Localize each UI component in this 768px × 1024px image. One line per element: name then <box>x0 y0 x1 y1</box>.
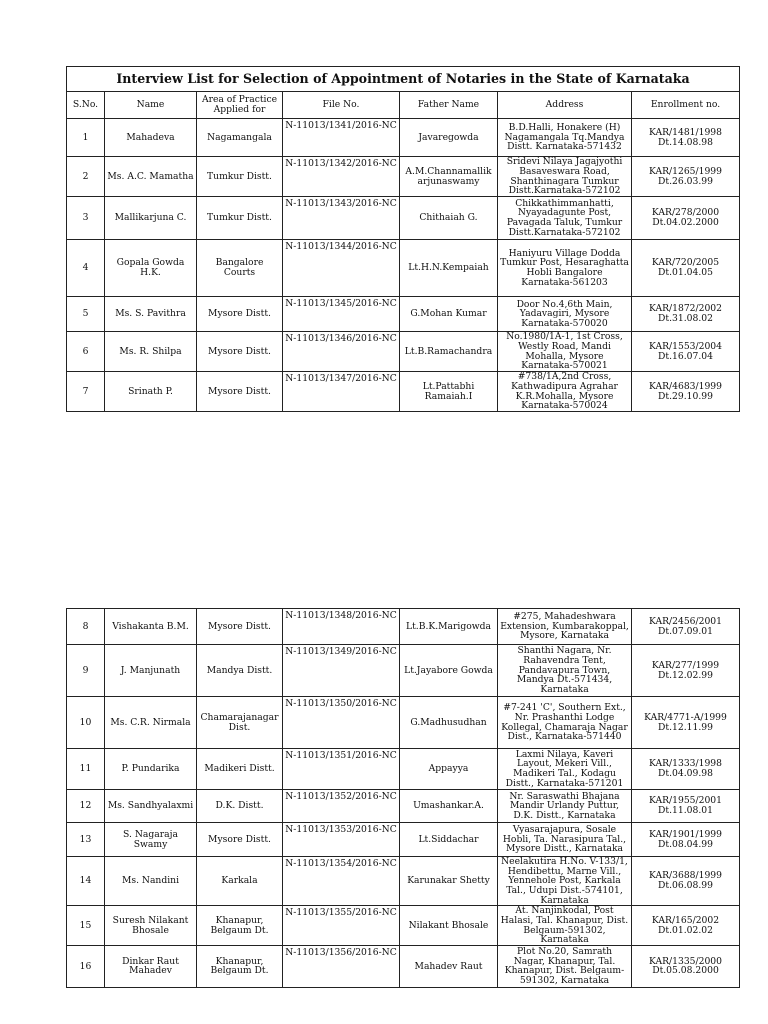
enrollment-number-cell: KAR/2456/2001 Dt.07.09.01 <box>632 609 740 645</box>
serial-number-cell: 15 <box>67 906 105 946</box>
enrollment-number-cell: KAR/4683/1999 Dt.29.10.99 <box>632 372 740 412</box>
address-cell: B.D.Halli, Honakere (H) Nagamangala Tq.Mandya Distt. Karnataka-571432 <box>498 119 632 157</box>
father-name-cell: Lt.H.N.Kempaiah <box>400 240 498 297</box>
serial-number-cell: 3 <box>67 197 105 240</box>
enrollment-number-cell: KAR/165/2002 Dt.01.02.02 <box>632 906 740 946</box>
area-of-practice-cell: Mysore Distt. <box>197 823 283 857</box>
area-of-practice-cell: Nagamangala <box>197 119 283 157</box>
serial-number-cell: 13 <box>67 823 105 857</box>
name-cell: Mahadeva <box>105 119 197 157</box>
name-cell: S. Nagaraja Swamy <box>105 823 197 857</box>
address-cell: Haniyuru Village Dodda Tumkur Post, Hesaraghatta Hobli Bangalore Karnataka-561203 <box>498 240 632 297</box>
table-row <box>67 645 740 697</box>
file-number-cell: N-11013/1343/2016-NC <box>283 197 400 240</box>
name-cell: Ms. Nandini <box>105 857 197 906</box>
father-name-cell: A.M.Channamallik arjunaswamy <box>400 157 498 197</box>
area-of-practice-cell: Chamarajanagar Dist. <box>197 697 283 749</box>
address-cell: No.1980/1A-1, 1st Cross, Westly Road, Mandi Mohalla, Mysore Karnataka-570021 <box>498 332 632 372</box>
name-cell: Dinkar Raut Mahadev <box>105 945 197 987</box>
address-cell: #275, Mahadeshwara Extension, Kumbarakoppal, Mysore, Karnataka <box>498 609 632 645</box>
area-of-practice-cell: Bangalore Courts <box>197 240 283 297</box>
father-name-cell: Lt.B.K.Marigowda <box>400 609 498 645</box>
table-row <box>67 372 740 412</box>
serial-number-cell: 10 <box>67 697 105 749</box>
serial-number-cell: 2 <box>67 157 105 197</box>
area-of-practice-cell: Mysore Distt. <box>197 372 283 412</box>
name-cell: Ms. Sandhyalaxmi <box>105 790 197 823</box>
address-cell: Chikkathimmanhatti, Nyayadagunte Post, Pavagada Taluk, Tumkur Distt.Karnataka-572102 <box>498 197 632 240</box>
interview-list-table-page-1 <box>66 66 740 412</box>
father-name-cell: Javaregowda <box>400 119 498 157</box>
area-of-practice-cell: D.K. Distt. <box>197 790 283 823</box>
father-name-cell: Mahadev Raut <box>400 945 498 987</box>
serial-number-cell: 14 <box>67 857 105 906</box>
enrollment-number-cell: KAR/277/1999 Dt.12.02.99 <box>632 645 740 697</box>
table-row <box>67 157 740 197</box>
father-name-cell: G.Mohan Kumar <box>400 297 498 332</box>
table-row <box>67 790 740 823</box>
enrollment-number-cell: KAR/1872/2002 Dt.31.08.02 <box>632 297 740 332</box>
serial-number-cell: 1 <box>67 119 105 157</box>
table-row <box>67 945 740 987</box>
father-name-cell: Chithaiah G. <box>400 197 498 240</box>
enrollment-number-cell: KAR/1265/1999 Dt.26.03.99 <box>632 157 740 197</box>
header-row <box>67 92 740 119</box>
address-cell: Plot No.20, Samrath Nagar, Khanapur, Tal. Khanapur, Dist. Belgaum-591302, Karnataka <box>498 945 632 987</box>
table-row <box>67 857 740 906</box>
name-cell: Ms. A.C. Mamatha <box>105 157 197 197</box>
address-cell: Vyasarajapura, Sosale Hobli, Ta. Narasipura Tal., Mysore Distt., Karnataka <box>498 823 632 857</box>
serial-number-cell: 6 <box>67 332 105 372</box>
file-number-cell: N-11013/1347/2016-NC <box>283 372 400 412</box>
name-cell: Vishakanta B.M. <box>105 609 197 645</box>
name-cell: Mallikarjuna C. <box>105 197 197 240</box>
file-number-cell: N-11013/1351/2016-NC <box>283 749 400 790</box>
file-number-cell: N-11013/1344/2016-NC <box>283 240 400 297</box>
address-cell: Door No.4,6th Main, Yadavagiri, Mysore Karnataka-570020 <box>498 297 632 332</box>
serial-number-cell: 16 <box>67 945 105 987</box>
enrollment-number-cell: KAR/1335/2000 Dt.05.08.2000 <box>632 945 740 987</box>
file-number-cell: N-11013/1342/2016-NC <box>283 157 400 197</box>
table-row <box>67 119 740 157</box>
table-row <box>67 197 740 240</box>
enrollment-number-cell: KAR/1481/1998 Dt.14.08.98 <box>632 119 740 157</box>
file-number-cell: N-11013/1348/2016-NC <box>283 609 400 645</box>
enrollment-number-cell: KAR/720/2005 Dt.01.04.05 <box>632 240 740 297</box>
table-row <box>67 240 740 297</box>
serial-number-cell: 9 <box>67 645 105 697</box>
header-address: Address <box>498 92 632 119</box>
name-cell: Srinath P. <box>105 372 197 412</box>
father-name-cell: Lt.B.Ramachandra <box>400 332 498 372</box>
father-name-cell: Appayya <box>400 749 498 790</box>
file-number-cell: N-11013/1355/2016-NC <box>283 906 400 946</box>
table-row <box>67 332 740 372</box>
file-number-cell: N-11013/1341/2016-NC <box>283 119 400 157</box>
father-name-cell: G.Madhusudhan <box>400 697 498 749</box>
father-name-cell: Karunakar Shetty <box>400 857 498 906</box>
interview-list-table-page-2 <box>66 608 740 988</box>
enrollment-number-cell: KAR/1553/2004 Dt.16.07.04 <box>632 332 740 372</box>
name-cell: P. Pundarika <box>105 749 197 790</box>
area-of-practice-cell: Khanapur, Belgaum Dt. <box>197 945 283 987</box>
file-number-cell: N-11013/1350/2016-NC <box>283 697 400 749</box>
address-cell: Neelakutira H.No. V-133/1, Hendibettu, Marne Vill., Yennehole Post, Karkala Tal., Udupi Dist.-574101, Karnataka <box>498 857 632 906</box>
serial-number-cell: 5 <box>67 297 105 332</box>
name-cell: Suresh Nilakant Bhosale <box>105 906 197 946</box>
area-of-practice-cell: Khanapur, Belgaum Dt. <box>197 906 283 946</box>
enrollment-number-cell: KAR/278/2000 Dt.04.02.2000 <box>632 197 740 240</box>
father-name-cell: Nilakant Bhosale <box>400 906 498 946</box>
address-cell: Sridevi Nilaya Jagajyothi Basaveswara Road, Shanthinagara Tumkur Distt.Karnataka-572102 <box>498 157 632 197</box>
name-cell: J. Manjunath <box>105 645 197 697</box>
address-cell: Nr. Saraswathi Bhajana Mandir Urlandy Puttur, D.K. Distt., Karnataka <box>498 790 632 823</box>
file-number-cell: N-11013/1345/2016-NC <box>283 297 400 332</box>
address-cell: #738/1A,2nd Cross, Kathwadipura Agrahar K.R.Mohalla, Mysore Karnataka-570024 <box>498 372 632 412</box>
serial-number-cell: 8 <box>67 609 105 645</box>
header-area: Area of Practice Applied for <box>197 92 283 119</box>
enrollment-number-cell: KAR/3688/1999 Dt.06.08.99 <box>632 857 740 906</box>
area-of-practice-cell: Madikeri Distt. <box>197 749 283 790</box>
file-number-cell: N-11013/1353/2016-NC <box>283 823 400 857</box>
table-row <box>67 823 740 857</box>
area-of-practice-cell: Tumkur Distt. <box>197 197 283 240</box>
name-cell: Ms. S. Pavithra <box>105 297 197 332</box>
header-name: Name <box>105 92 197 119</box>
file-number-cell: N-11013/1346/2016-NC <box>283 332 400 372</box>
name-cell: Ms. C.R. Nirmala <box>105 697 197 749</box>
table-row <box>67 697 740 749</box>
father-name-cell: Umashankar.A. <box>400 790 498 823</box>
table-row <box>67 749 740 790</box>
serial-number-cell: 4 <box>67 240 105 297</box>
header-enrollment: Enrollment no. <box>632 92 740 119</box>
document-title: Interview List for Selection of Appointment of Notaries in the State of Karnataka <box>67 67 740 92</box>
table-row <box>67 297 740 332</box>
name-cell: Gopala Gowda H.K. <box>105 240 197 297</box>
serial-number-cell: 7 <box>67 372 105 412</box>
address-cell: #7-241 'C', Southern Ext., Nr. Prashanthi Lodge Kollegal, Chamaraja Nagar Dist., Karnataka-571440 <box>498 697 632 749</box>
area-of-practice-cell: Mysore Distt. <box>197 297 283 332</box>
serial-number-cell: 12 <box>67 790 105 823</box>
enrollment-number-cell: KAR/1333/1998 Dt.04.09.98 <box>632 749 740 790</box>
area-of-practice-cell: Mysore Distt. <box>197 609 283 645</box>
area-of-practice-cell: Karkala <box>197 857 283 906</box>
header-sno: S.No. <box>67 92 105 119</box>
father-name-cell: Lt.Siddachar <box>400 823 498 857</box>
address-cell: Laxmi Nilaya, Kaveri Layout, Mekeri Vill., Madikeri Tal., Kodagu Distt., Karnataka-571201 <box>498 749 632 790</box>
header-file-no: File No. <box>283 92 400 119</box>
area-of-practice-cell: Tumkur Distt. <box>197 157 283 197</box>
table-row <box>67 609 740 645</box>
enrollment-number-cell: KAR/4771-A/1999 Dt.12.11.99 <box>632 697 740 749</box>
address-cell: At. Nanjinkodal, Post Halasi, Tal. Khanapur, Dist. Belgaum-591302, Karnataka <box>498 906 632 946</box>
area-of-practice-cell: Mysore Distt. <box>197 332 283 372</box>
father-name-cell: Lt.Pattabhi Ramaiah.I <box>400 372 498 412</box>
serial-number-cell: 11 <box>67 749 105 790</box>
table-row <box>67 906 740 946</box>
file-number-cell: N-11013/1356/2016-NC <box>283 945 400 987</box>
file-number-cell: N-11013/1352/2016-NC <box>283 790 400 823</box>
enrollment-number-cell: KAR/1955/2001 Dt.11.08.01 <box>632 790 740 823</box>
address-cell: Shanthi Nagara, Nr. Rahavendra Tent, Pandavapura Town, Mandya Dt.-571434, Karnataka <box>498 645 632 697</box>
name-cell: Ms. R. Shilpa <box>105 332 197 372</box>
header-father-name: Father Name <box>400 92 498 119</box>
area-of-practice-cell: Mandya Distt. <box>197 645 283 697</box>
file-number-cell: N-11013/1349/2016-NC <box>283 645 400 697</box>
file-number-cell: N-11013/1354/2016-NC <box>283 857 400 906</box>
enrollment-number-cell: KAR/1901/1999 Dt.08.04.99 <box>632 823 740 857</box>
father-name-cell: Lt.Jayabore Gowda <box>400 645 498 697</box>
